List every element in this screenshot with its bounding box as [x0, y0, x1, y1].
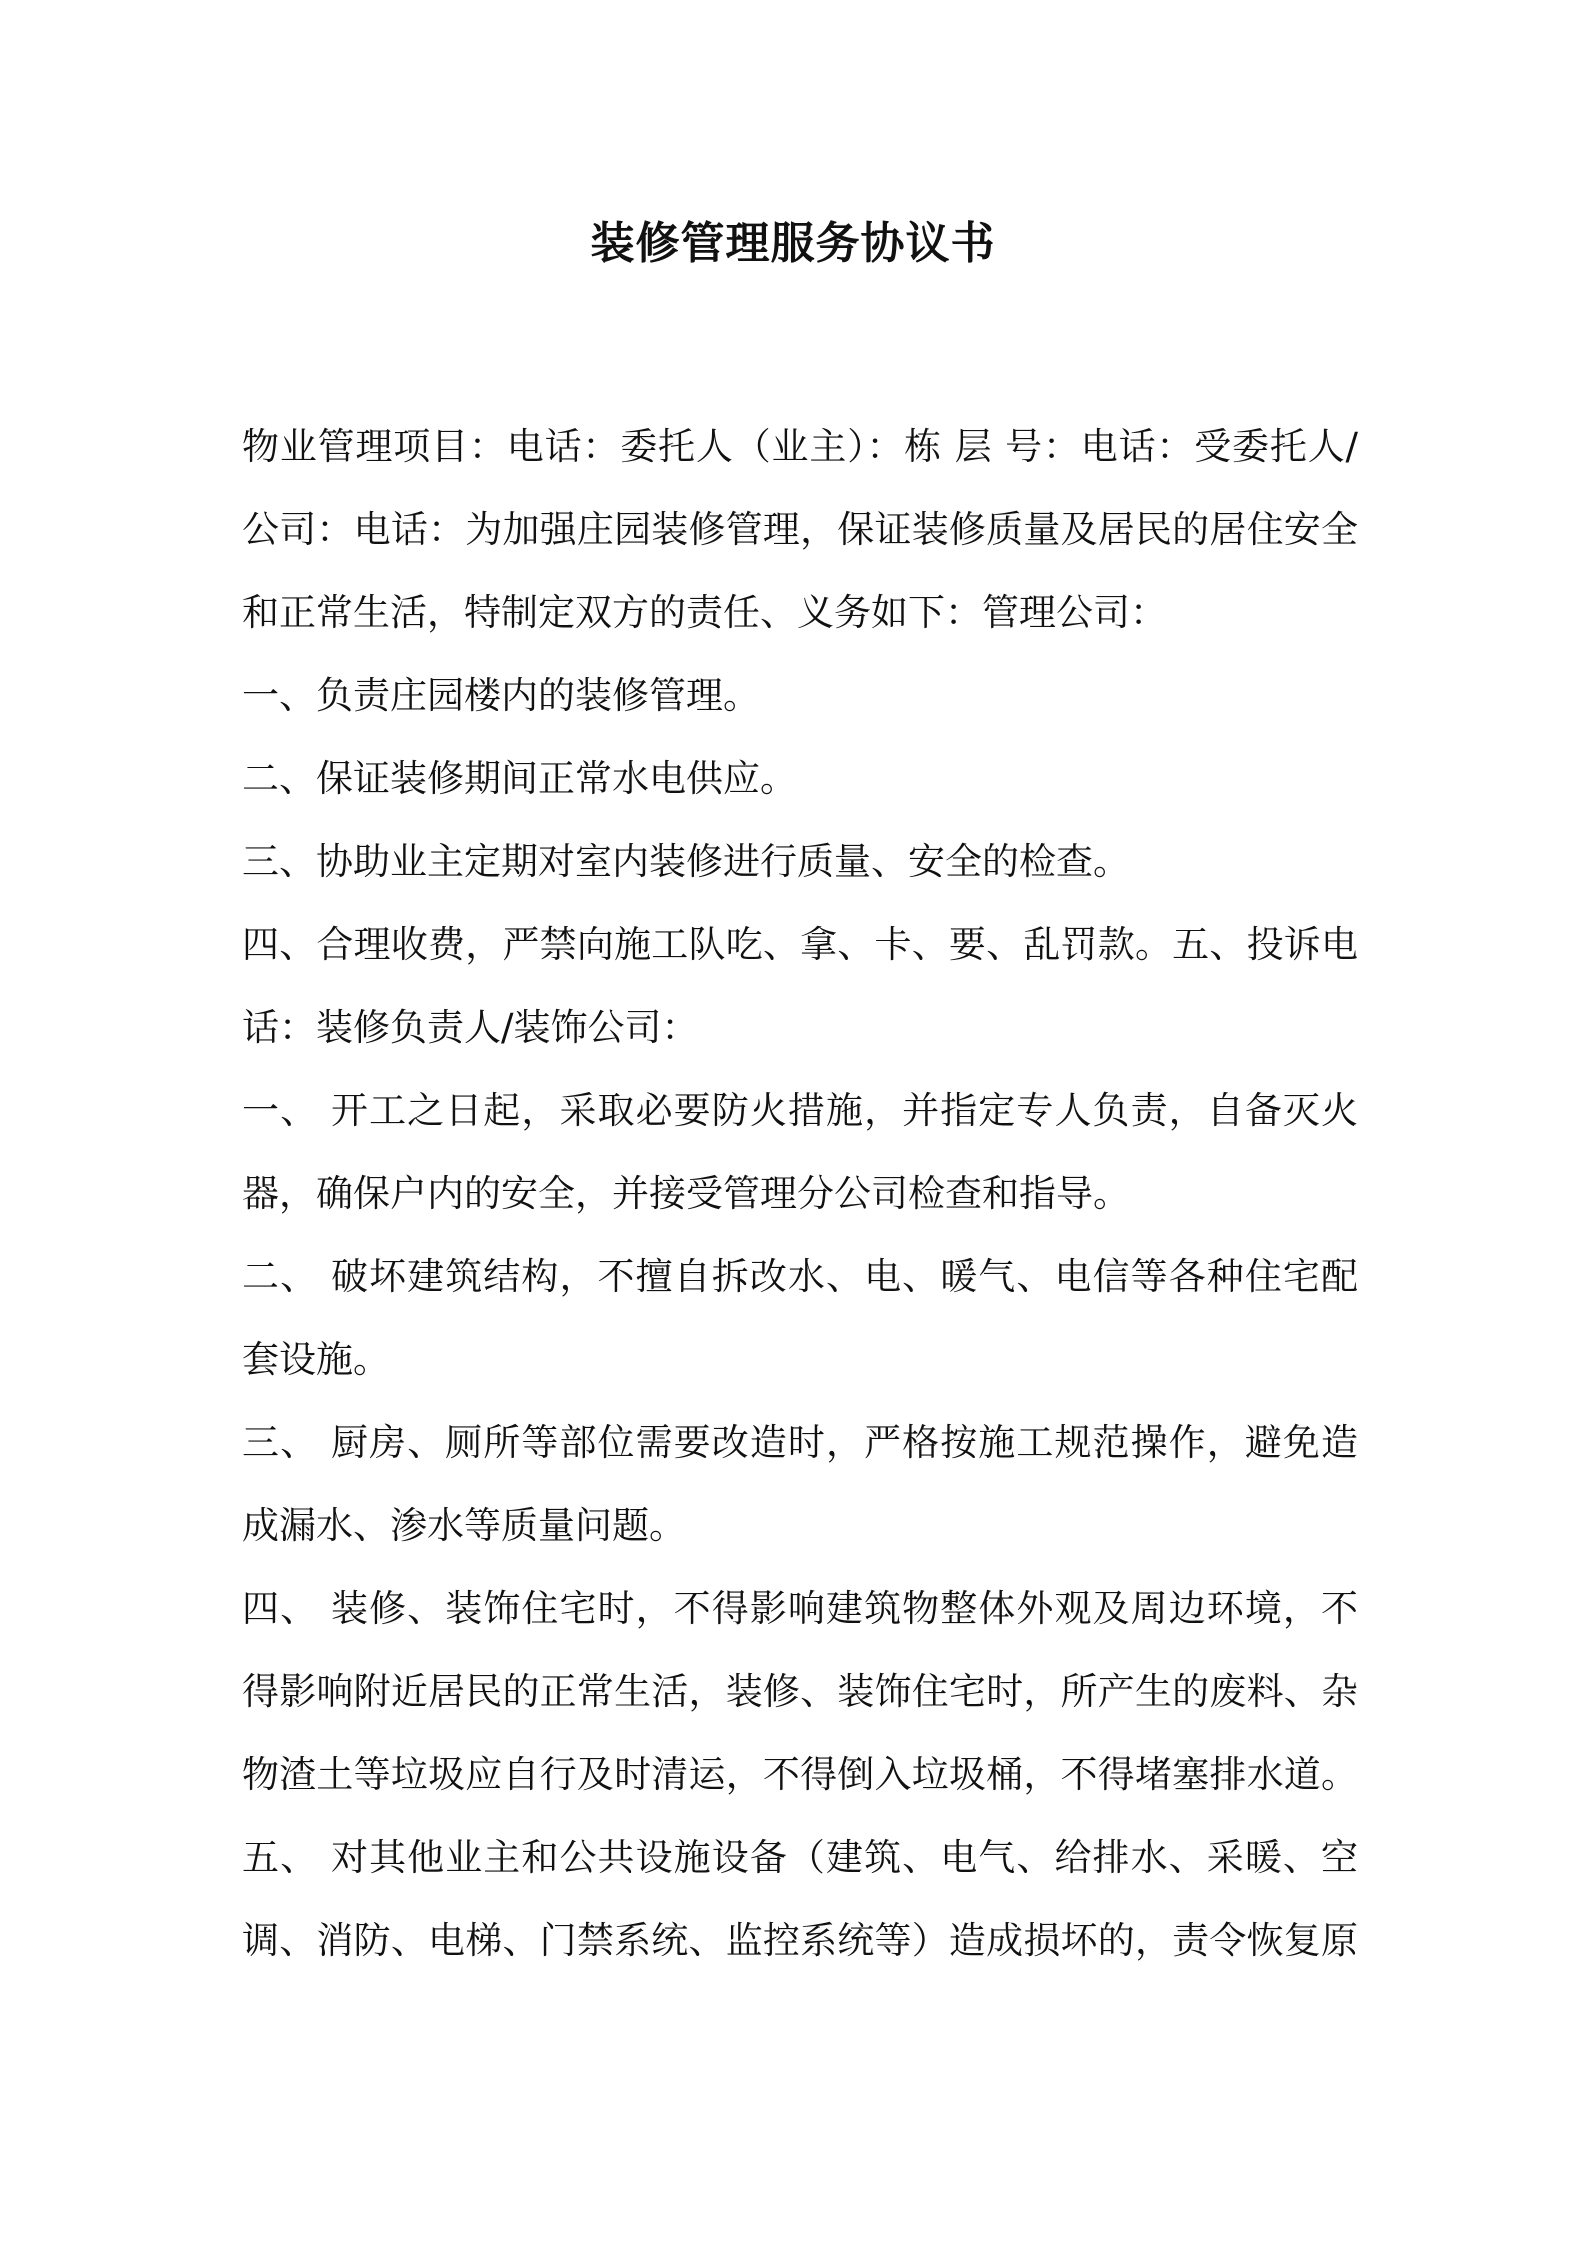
text-line: 二、 破坏建筑结构，不擅自拆改水、电、暖气、电信等各种住宅配 [242, 1255, 1358, 1298]
text-line: 器，确保户内的安全，并接受管理分公司检查和指导。 [242, 1172, 1130, 1215]
text-line: 二、保证装修期间正常水电供应。 [242, 757, 797, 800]
text-line: 四、合理收费，严禁向施工队吃、拿、卡、要、乱罚款。五、投诉电 [242, 923, 1358, 966]
text-line: 得影响附近居民的正常生活，装修、装饰住宅时，所产生的废料、杂 [242, 1670, 1358, 1713]
text-line: 成漏水、渗水等质量问题。 [242, 1504, 686, 1547]
text-line: 话：装修负责人/装饰公司： [242, 1006, 699, 1049]
text-line: 三、 厨房、厕所等部位需要改造时，严格按施工规范操作，避免造 [242, 1421, 1358, 1464]
text-line: 调、消防、电梯、门禁系统、监控系统等）造成损坏的，责令恢复原 [242, 1919, 1358, 1962]
text-line: 物业管理项目：电话：委托人（业主）：栋 层 号：电话：受委托人/ [242, 425, 1358, 468]
text-line: 套设施。 [242, 1338, 390, 1381]
text-line: 公司：电话：为加强庄园装修管理，保证装修质量及居民的居住安全 [242, 508, 1358, 551]
text-line: 四、 装修、装饰住宅时，不得影响建筑物整体外观及周边环境，不 [242, 1587, 1358, 1630]
text-line: 和正常生活，特制定双方的责任、义务如下：管理公司： [242, 591, 1167, 634]
text-line: 物渣土等垃圾应自行及时清运，不得倒入垃圾桶，不得堵塞排水道。 [242, 1753, 1358, 1796]
text-line: 一、 开工之日起，采取必要防火措施，并指定专人负责，自备灭火 [242, 1089, 1358, 1132]
text-line: 五、 对其他业主和公共设施设备（建筑、电气、给排水、采暖、空 [242, 1836, 1358, 1879]
document-title: 装修管理服务协议书 [590, 218, 996, 269]
document-body [242, 405, 1358, 1982]
text-line: 三、协助业主定期对室内装修进行质量、安全的检查。 [242, 840, 1130, 883]
text-line: 一、负责庄园楼内的装修管理。 [242, 674, 760, 717]
